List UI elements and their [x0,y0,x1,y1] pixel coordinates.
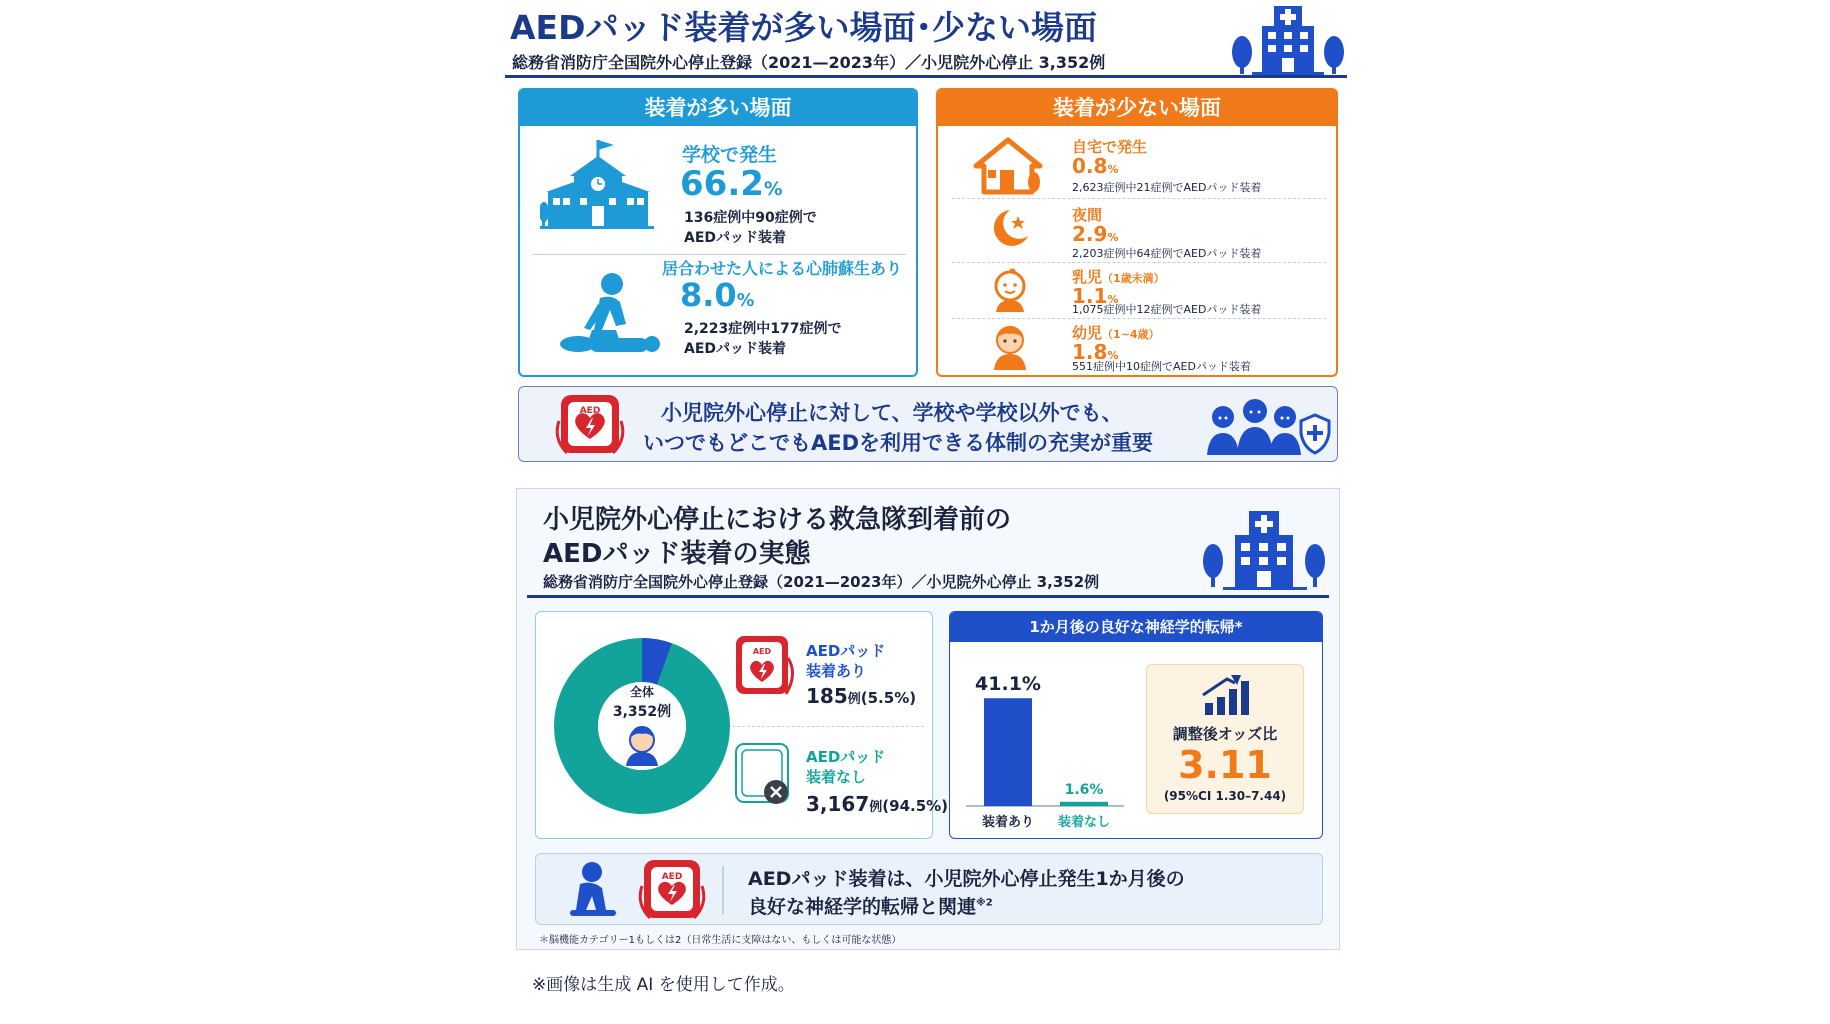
rising-chart-icon [1201,673,1253,717]
hospital-icon [1228,0,1348,76]
infrequent-scenes-title: 装着が少ない場面 [938,90,1336,126]
with-aed-count: 185例(5.5%) [806,684,917,708]
night-label: 夜間 [1072,206,1103,224]
conclusion-line-1: AEDパッド装着は、小児院外心停止発生1か月後の [748,868,1185,890]
home-percentage: 0.8% [1072,154,1119,178]
infant-label: 乳児（1歳未満） [1072,268,1165,286]
left-divider [532,254,906,255]
home-detail: 2,623症例中21症例でAEDパッド装着 [1072,181,1262,194]
school-percentage: 66.2% [680,164,783,204]
with-aed-label-2: 装着あり [806,662,867,680]
night-detail: 2,203症例中64症例でAEDパッド装着 [1072,247,1262,260]
right-divider-3 [952,318,1326,319]
x-tick-without-aed: 装着なし [1057,815,1111,830]
school-label: 学校で発生 [682,144,778,166]
banner2-separator [722,866,724,914]
x-tick-with-aed: 装着あり [981,815,1035,830]
odds-ratio-value: 3.11 [1178,743,1272,787]
donut-divider [732,726,924,727]
recommendation-banner [518,386,1338,462]
infrequent-scenes-panel [936,88,1338,377]
ai-credit: ※画像は生成 AI を使用して作成。 [532,975,795,995]
outcome-bar-chart [956,646,1132,834]
aed-ratio-donut [544,628,740,824]
svg-text:AED: AED [661,872,683,882]
cpr-percentage: 8.0% [680,276,755,314]
footnote: ＊脳機能カテゴリー1もしくは2（日常生活に支障はない、もしくは可能な状態） [539,935,902,946]
bar-value-without-aed: 1.6% [1064,781,1104,798]
cpr-detail-1: 2,223症例中177症例で [684,321,842,337]
moon-icon [984,206,1034,252]
section-subtitle: 総務省消防庁全国院外心停止登録（2021—2023年）／小児院外心停止 3,352例 [543,573,1100,591]
bar-value-with-aed: 41.1% [975,673,1041,696]
without-aed-label-2: 装着なし [806,768,867,786]
aed-with-icon [732,634,796,702]
odds-ratio-ci: (95%CI 1.30–7.44) [1163,789,1287,803]
hospital-icon-2 [1199,503,1329,591]
section-title-line-2: AEDパッド装着の実態 [543,539,811,569]
odds-ratio-box [1146,664,1304,814]
cpr-label: 居合わせた人による心肺蘇生あり [662,259,903,278]
aed-device-icon [555,391,625,459]
section-title-line-1: 小児院外心停止における救急隊到着前の [543,505,1012,535]
toddler-percentage: 1.8% [1072,340,1119,364]
donut-card [535,611,949,839]
infant-detail: 1,075症例中12症例でAEDパッド装着 [1072,303,1262,316]
frequent-scenes-title: 装着が多い場面 [520,90,916,126]
conclusion-line-2: 良好な神経学的転帰と関連$^{※2}$ [748,896,993,918]
children-shield-icon [1205,393,1333,457]
outcome-title: 1か月後の良好な神経学的転帰* [950,612,1322,642]
right-divider-1 [952,198,1326,199]
aed-device-icon-2 [636,858,708,924]
odds-ratio-label: 調整後オッズ比 [1172,725,1278,743]
without-aed-count: 3,167例(94.5%) [806,792,949,816]
home-label: 自宅で発生 [1072,138,1148,156]
toddler-detail: 551症例中10症例でAEDパッド装着 [1072,360,1251,373]
school-icon [540,138,658,236]
svg-text:AED: AED [752,647,772,656]
with-aed-label-1: AEDパッド [806,642,886,660]
school-detail-1: 136症例中90症例で [684,210,817,226]
toddler-label: 幼児（1~4歳） [1072,324,1160,342]
cpr-icon [554,268,662,358]
svg-text:AED: AED [579,406,601,416]
outcome-card [949,611,1323,839]
toddler-icon [988,322,1032,372]
aed-status-section [516,488,1340,950]
school-detail-2: AEDパッド装着 [684,230,787,246]
donut-center-label: 全体 [629,685,655,699]
night-percentage: 2.9% [1072,222,1119,246]
recommendation-line-1: 小児院外心停止に対して、学校や学校以外でも、 [661,401,1123,425]
page-title: AEDパッド装着が多い場面･少ない場面 [510,8,1097,47]
donut-center-total: 3,352例 [612,704,672,720]
bar-without-aed [1060,802,1108,806]
cpr-detail-2: AEDパッド装着 [684,341,787,357]
header-rule [505,75,1347,78]
recommendation-line-2: いつでもどこでもAEDを利用できる体制の充実が重要 [643,431,1154,455]
right-divider-2 [952,262,1326,263]
frequent-scenes-panel [518,88,918,377]
conclusion-banner [535,853,1323,925]
infant-icon [988,266,1032,314]
section-rule [527,595,1329,598]
house-icon [972,136,1044,196]
page-subtitle: 総務省消防庁全国院外心停止登録（2021—2023年）／小児院外心停止 3,352例 [512,53,1106,72]
bar-with-aed [984,698,1032,806]
without-aed-label-1: AEDパッド [806,748,886,766]
infant-percentage: 1.1% [1072,284,1119,308]
kneeling-rescuer-icon [566,860,620,920]
aed-without-icon [732,742,796,810]
